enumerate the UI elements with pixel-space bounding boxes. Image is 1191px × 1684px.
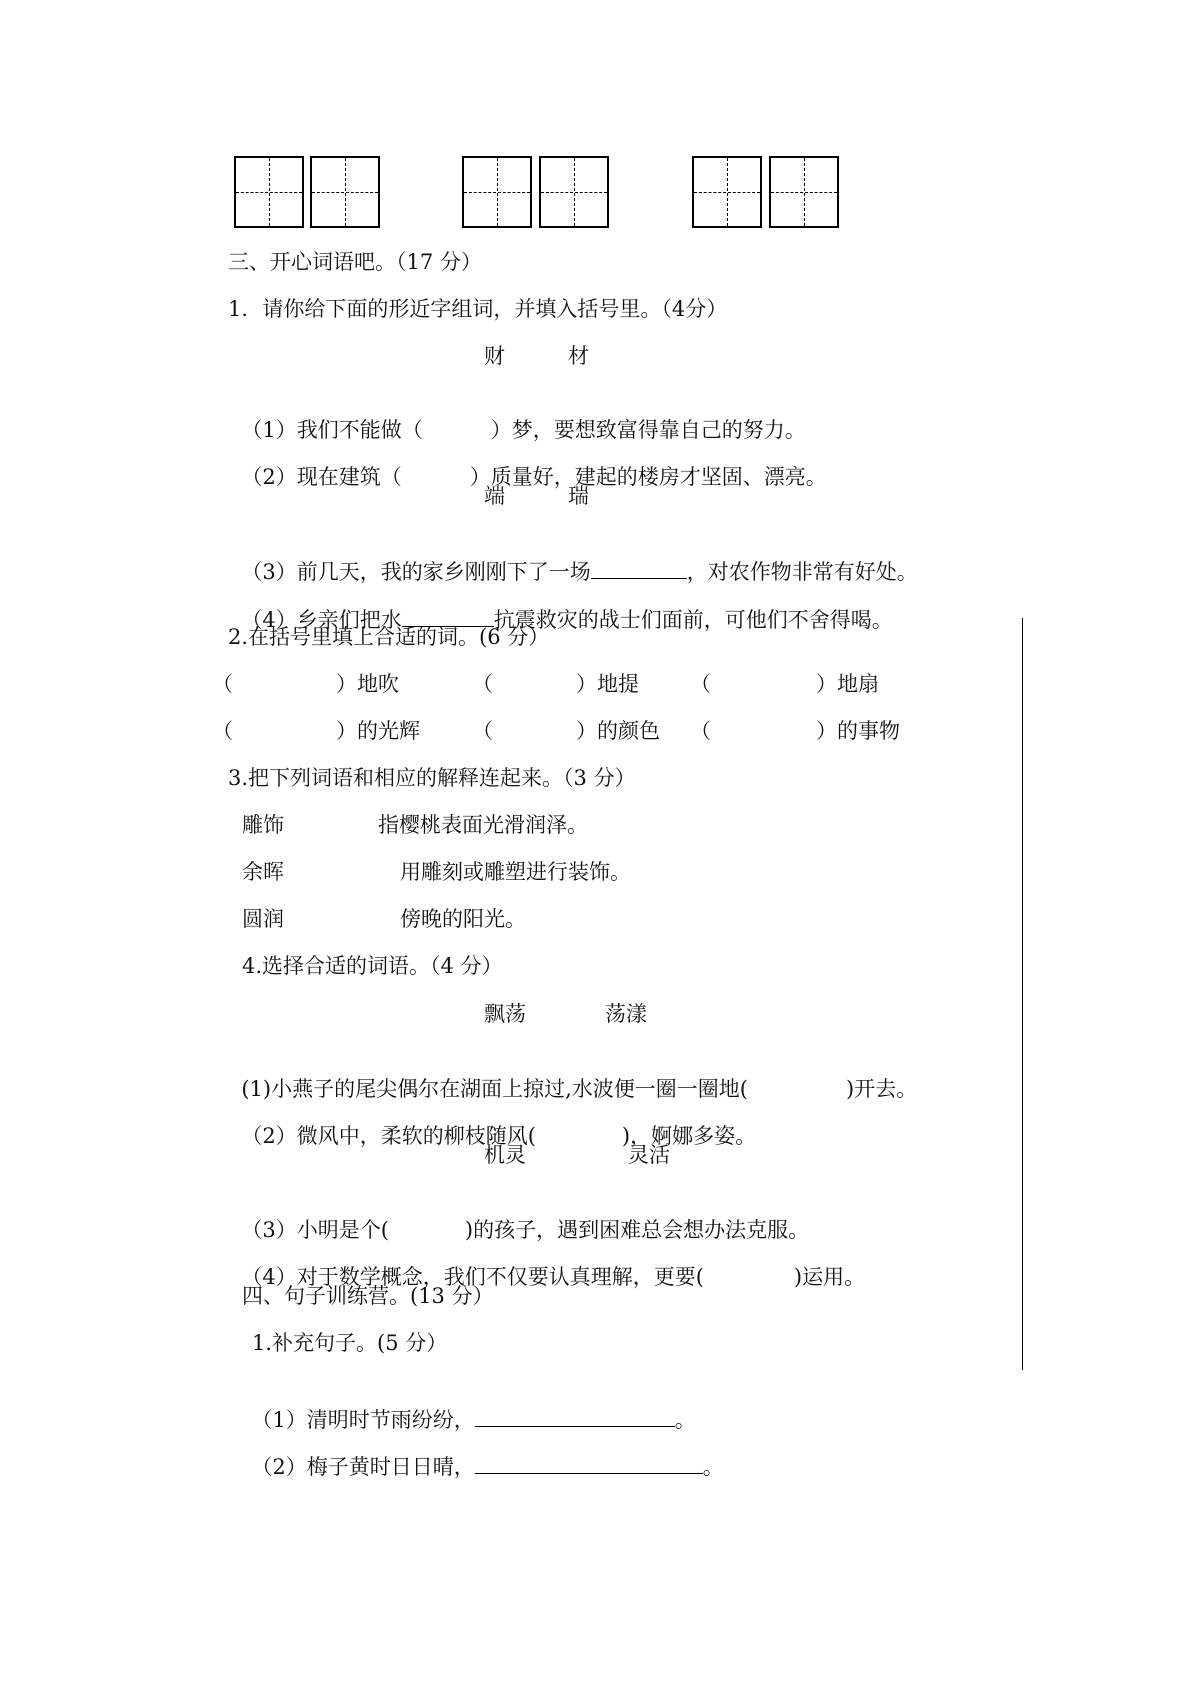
word-pair-1-b: 材	[568, 344, 589, 368]
word-pair-1-a: 财	[484, 344, 505, 368]
q2-r1-answer-2[interactable]	[494, 670, 574, 698]
writing-grid-box[interactable]	[310, 156, 380, 228]
q3-title: 3.把下列词语和相应的解释连起来。（3 分）	[228, 766, 636, 790]
q1-s2-pre: （2）现在建筑（	[241, 465, 402, 489]
q2-r1-close-1: ）地吹	[336, 672, 399, 696]
q4-word-pair-2-a: 机灵	[484, 1143, 526, 1167]
q1-s3-pre: （3）前几天，我的家乡刚刚下了一场	[241, 560, 591, 584]
q4-s1-pre: (1)小燕子的尾尖偶尔在湖面上掠过,水波便一圈一圈地(	[241, 1077, 748, 1101]
q4-word-pair-2-b: 灵活	[628, 1143, 670, 1167]
q1-title: 1．请你给下面的形近字组词，并填入括号里。（4分）	[228, 297, 728, 321]
q2-r1-close-3: ）地扇	[816, 672, 879, 696]
q1-sentence-2	[228, 435, 827, 491]
q3-word-2[interactable]: 余晖	[242, 860, 284, 884]
q3-word-3[interactable]: 圆润	[242, 907, 284, 931]
q4-s1-post: )开去。	[845, 1077, 918, 1101]
q2-r2-answer-3[interactable]	[712, 717, 812, 745]
q2-r1-open-1: （	[212, 672, 233, 696]
q3-def-2[interactable]: 用雕刻或雕塑进行装饰。	[400, 860, 631, 884]
q3-def-1[interactable]: 指樱桃表面光滑润泽。	[378, 813, 588, 837]
s4-s2-post: 。	[702, 1455, 724, 1479]
q1-s4-post: 抗震救灾的战士们面前，可他们不舍得喝。	[493, 608, 893, 632]
q4-s3-post: )的孩子，遇到困难总会想办法克服。	[464, 1218, 810, 1242]
q1-s1-pre: （1）我们不能做（	[241, 418, 423, 442]
s4-s2-pre: （2）梅子黄时日日晴，	[251, 1455, 475, 1479]
q2-r1-open-3: （	[690, 672, 711, 696]
writing-grid-box[interactable]	[462, 156, 532, 228]
section-3-title: 三、开心词语吧。（17 分）	[228, 250, 482, 274]
q4-s2-post: )，婀娜多姿。	[621, 1124, 757, 1148]
s4-sentence-2	[238, 1423, 724, 1481]
q2-r2-close-3: ）的事物	[816, 719, 900, 743]
margin-line	[1022, 618, 1023, 1370]
q4-word-pair-1-b: 荡漾	[605, 1002, 647, 1026]
q2-r1-open-2: （	[472, 672, 493, 696]
writing-grid-box[interactable]	[692, 156, 762, 228]
s4-s1-post: 。	[674, 1408, 696, 1432]
q4-s3-pre: （3）小明是个(	[241, 1218, 389, 1242]
q4-word-pair-1-a: 飘荡	[484, 1002, 526, 1026]
section-4-title: 四、句子训练营。(13 分）	[242, 1284, 494, 1308]
q3-def-3[interactable]: 傍晚的阳光。	[400, 907, 526, 931]
q2-r1-answer-1[interactable]	[234, 670, 334, 698]
q2-r2-close-2: ）的颜色	[576, 719, 660, 743]
q2-r2-answer-1[interactable]	[234, 717, 334, 745]
q2-r1-close-2: ）地提	[576, 672, 639, 696]
q2-title: 2.在括号里填上合适的词。(6 分）	[228, 625, 550, 649]
s4-s1-pre: （1）清明时节雨纷纷，	[251, 1408, 475, 1432]
q4-s4-pre: （4）对于数学概念，我们不仅要认真理解，更要(	[241, 1265, 704, 1289]
q1-s3-post: ，对农作物非常有好处。	[686, 560, 918, 584]
q2-r2-close-1: ）的光辉	[336, 719, 420, 743]
q2-r1-answer-3[interactable]	[712, 670, 812, 698]
writing-grid-box[interactable]	[234, 156, 304, 228]
q3-word-1[interactable]: 雕饰	[242, 813, 284, 837]
word-pair-2-b: 瑞	[568, 484, 589, 508]
word-pair-2-a: 端	[484, 484, 505, 508]
writing-grid-box[interactable]	[769, 156, 839, 228]
q2-r2-open-2: （	[472, 719, 493, 743]
q4-s4-post: )运用。	[793, 1265, 866, 1289]
q2-r2-open-3: （	[690, 719, 711, 743]
s4-q1-title: 1.补充句子。(5 分）	[252, 1331, 448, 1355]
q4-title: 4.选择合适的词语。（4 分）	[242, 954, 503, 978]
q1-s4-pre: （4）乡亲们把水	[241, 608, 402, 632]
q2-r2-open-1: （	[212, 719, 233, 743]
q1-s1-post: ）梦，要想致富得靠自己的努力。	[490, 418, 806, 442]
s4-s2-answer-blank[interactable]	[475, 1451, 703, 1474]
q1-s2-post: ）质量好，建起的楼房才坚固、漂亮。	[469, 465, 827, 489]
q4-s2-pre: （2）微风中，柔软的柳枝随风(	[241, 1124, 536, 1148]
writing-grid-box[interactable]	[539, 156, 609, 228]
q2-r2-answer-2[interactable]	[494, 717, 574, 745]
